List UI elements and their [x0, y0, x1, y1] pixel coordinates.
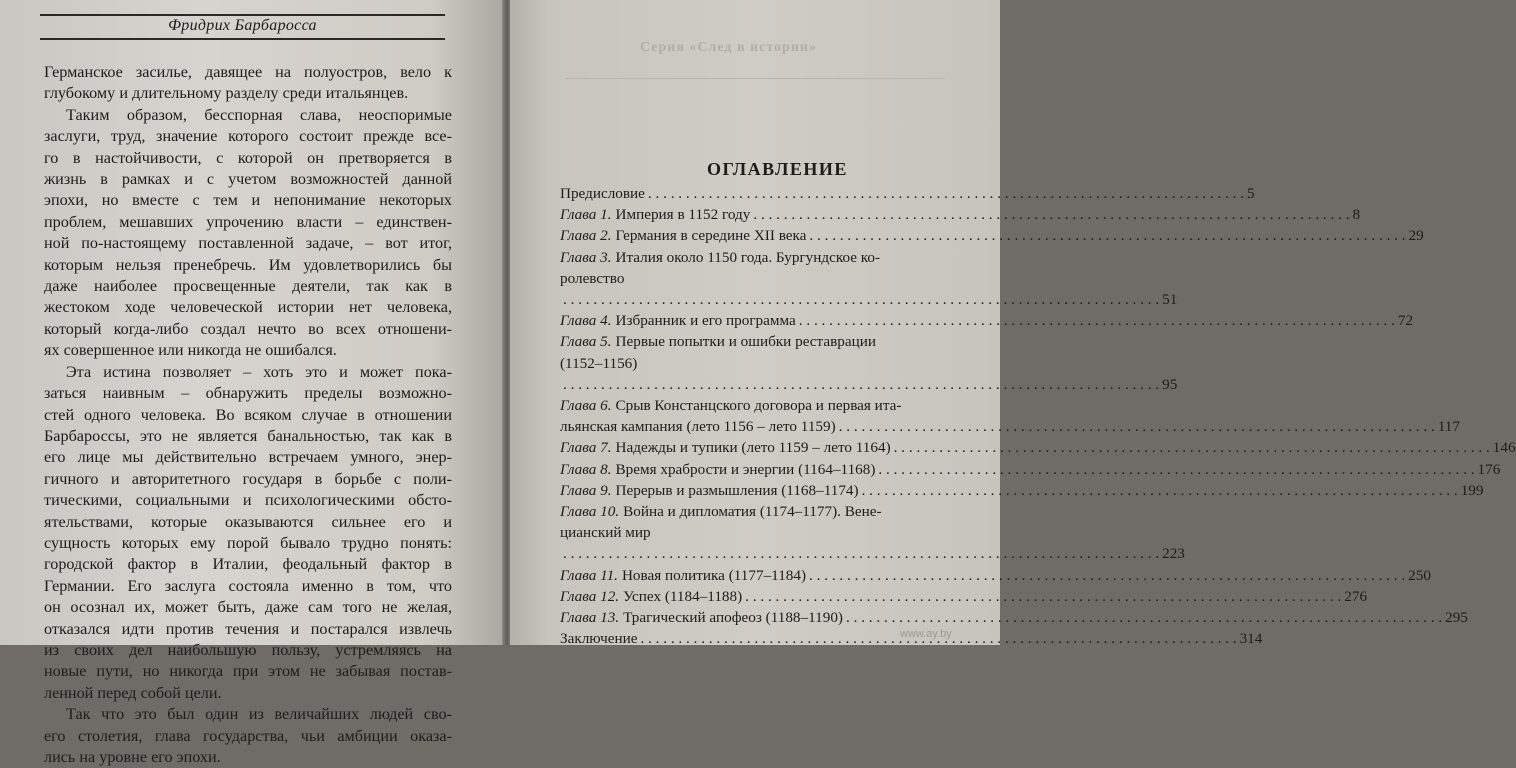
dot-leader: [648, 183, 1244, 204]
toc-entry-text: Успех (1184–1188): [623, 587, 743, 605]
toc-entry-line: [560, 501, 984, 522]
toc-entry-text: Германия в середине XII века: [615, 227, 807, 245]
toc-entry: [560, 395, 1460, 437]
toc-entry-title: [560, 586, 742, 607]
chapter-label: Глава 10.: [560, 503, 620, 521]
text-line: Германии. Его заслуга состояла именно в том, что: [44, 576, 452, 595]
toc-entry-row: [560, 607, 1468, 628]
page-number: 146: [1492, 439, 1516, 457]
toc-entry-text: ролевство: [560, 269, 625, 287]
toc-entry: [560, 565, 1431, 586]
table-of-contents: [560, 183, 1516, 649]
dot-leader: [563, 374, 1159, 395]
text-line: городской фактор в Италии, феодальный фактор в: [44, 555, 452, 574]
text-line: проблем, мешавших упрочению власти – единствен-: [44, 212, 452, 231]
toc-entry-title: [560, 225, 806, 246]
toc-entry-title: [560, 480, 859, 501]
text-line: заться наивным – обнаружить пределы возможно-: [44, 384, 452, 403]
toc-entry: [560, 607, 1468, 628]
text-line: Так что это был один из величайших людей сво-: [66, 705, 452, 724]
dot-leader: [846, 607, 1442, 628]
toc-entry-text: Перерыв и размышления (1168–1174): [615, 481, 859, 499]
text-line: го в настойчивости, с которой он претворяется в: [44, 148, 452, 167]
toc-entry-title: [560, 310, 796, 331]
chapter-label: Глава 11.: [560, 566, 618, 584]
text-line: Эта истина позволяет – хоть это и может пока-: [66, 362, 452, 381]
text-line: ной по-настоящему поставленной задаче, – вот итог,: [44, 234, 452, 253]
text-line: жестоком ходе человеческой истории нет человека,: [44, 298, 452, 317]
toc-entry-text: цианский мир: [560, 524, 651, 542]
toc-entry-text: Надежды и тупики (лето 1159 – лето 1164): [615, 439, 891, 457]
page-number: 29: [1408, 227, 1424, 245]
toc-entry-row: [560, 204, 1361, 225]
text-line: тическими, социальными и психологическими обсто-: [44, 491, 452, 510]
text-line: заслуги, труд, значение которого состоит прежде все-: [44, 127, 452, 146]
toc-entry-line: [560, 395, 984, 416]
toc-entry: [560, 183, 1255, 204]
toc-entry-line: [560, 331, 984, 352]
chapter-label: Глава 4.: [560, 312, 612, 330]
text-line: которым нельзя пренебречь. Им удовлетворились бы: [44, 255, 452, 274]
page-number: 223: [1162, 545, 1185, 563]
dot-leader: [839, 416, 1435, 437]
toc-entry-text: (1152–1156): [560, 354, 638, 372]
page-number: 5: [1247, 185, 1255, 202]
toc-entry: [560, 331, 1178, 395]
toc-entry: [560, 225, 1424, 246]
toc-entry-title: [560, 607, 843, 628]
page-number: 117: [1437, 418, 1460, 436]
toc-entry-text: Война и дипломатия (1174–1177). Вене-: [623, 503, 882, 521]
page-number: 314: [1239, 630, 1263, 648]
text-line: он осознал их, может быть, даже сам того не желая,: [44, 598, 452, 617]
text-line: даже наиболее просвещенные деятели, так как в: [44, 277, 452, 296]
toc-entry-row: [560, 183, 1255, 204]
bleed-through-header: Серия «След в истории»: [640, 40, 817, 55]
chapter-label: Глава 2.: [560, 227, 612, 245]
dot-leader: [745, 586, 1341, 607]
dot-leader: [563, 289, 1159, 310]
toc-entry-row: [560, 480, 1484, 501]
toc-entry-line: [560, 247, 984, 268]
toc-entry-text: Первые попытки и ошибки реставрации: [615, 333, 877, 351]
toc-entry-title: [560, 416, 836, 437]
dot-leader: [809, 565, 1405, 586]
text-line: ях совершенное или никогда не ошибался.: [44, 341, 337, 360]
text-line: ятельствами, которые оказываются сильнее его и: [44, 512, 452, 531]
toc-entry-text: Срыв Констанцского договора и первая ита-: [615, 397, 902, 415]
toc-entry: [560, 204, 1361, 225]
text-line: из своих дел наибольшую пользу, устремляясь на: [44, 640, 452, 659]
toc-entry-title: [560, 204, 750, 225]
chapter-label: Глава 6.: [560, 397, 612, 415]
text-line: его лице мы действительно встречаем умного, энер-: [44, 448, 452, 467]
toc-entry: [560, 437, 1516, 458]
toc-entry-text: льянская кампания (лето 1156 – лето 1159): [560, 418, 836, 436]
text-line: Таким образом, бесспорная слава, неоспоримые: [66, 105, 452, 124]
toc-entry-text: Предисловие: [560, 185, 645, 202]
text-line: стей одного человека. Во всяком случае в отношении: [44, 405, 452, 424]
toc-entry-title: [560, 565, 806, 586]
text-line: сущность которых ему порой бывало трудно понять:: [44, 533, 452, 552]
text-line: глубокому и длительному разделу среди итальянцев.: [44, 84, 409, 103]
dot-leader: [894, 437, 1490, 458]
toc-entry-title: [560, 459, 875, 480]
bleed-through-rule: [565, 78, 945, 79]
page-number: 295: [1445, 609, 1468, 627]
chapter-label: Глава 1.: [560, 206, 612, 224]
dot-leader: [563, 543, 1159, 564]
text-line: Германское засилье, давящее на полуостров, вело к: [44, 63, 452, 81]
chapter-label: Глава 5.: [560, 333, 612, 351]
left-page: [0, 0, 506, 766]
chapter-label: Глава 3.: [560, 248, 612, 266]
toc-entry-text: Империя в 1152 году: [615, 206, 751, 224]
text-line: лись на уровне его эпохи.: [44, 748, 221, 766]
toc-entry-row: [560, 289, 1178, 310]
toc-entry-row: [560, 586, 1368, 607]
toc-entry-text: Избранник и его программа: [615, 312, 796, 330]
toc-entry: [560, 247, 1178, 311]
toc-entry-text: Трагический апофеоз (1188–1190): [623, 609, 843, 627]
toc-entry-line: [560, 353, 984, 374]
toc-entry: [560, 501, 1185, 565]
toc-entry-text: Новая политика (1177–1184): [621, 566, 807, 584]
body-text: [44, 62, 452, 768]
toc-entry-text: Италия около 1150 года. Бургундское ко-: [615, 248, 881, 266]
dot-leader: [809, 225, 1405, 246]
toc-entry-title: [560, 437, 891, 458]
toc-entry-title: [560, 183, 645, 204]
toc-title: ОГЛАВЛЕНИЕ: [707, 159, 848, 179]
toc-entry: [560, 310, 1414, 331]
toc-entry-title: [560, 628, 637, 649]
text-line: отказался идти против течения и постарался извлечь: [44, 619, 452, 638]
page-number: 95: [1162, 375, 1178, 393]
text-line: гичного и авторитетного государя в борьбе с поли-: [44, 469, 452, 488]
page-number: 51: [1162, 291, 1178, 309]
toc-entry-row: [560, 374, 1178, 395]
toc-entry: [560, 480, 1484, 501]
running-header: Фридрих Барбаросса: [40, 14, 445, 40]
toc-entry-line: [560, 522, 984, 543]
text-line: жизнь в рамках и с учетом возможностей данной: [44, 170, 452, 189]
toc-entry-row: [560, 416, 1460, 437]
toc-entry-text: Время храбрости и энергии (1164–1168): [615, 460, 876, 478]
toc-entry-row: [560, 310, 1414, 331]
toc-entry-row: [560, 565, 1431, 586]
toc-entry-row: [560, 437, 1516, 458]
toc-entry-row: [560, 543, 1185, 564]
page-number: 250: [1408, 566, 1431, 584]
dot-leader: [753, 204, 1349, 225]
page-number: 72: [1397, 312, 1414, 330]
text-line: эпохи, но вместе с тем и непонимание некоторых: [44, 191, 452, 210]
toc-entry-row: [560, 459, 1501, 480]
toc-entry-text: Заключение: [560, 630, 638, 648]
toc-entry: [560, 459, 1501, 480]
text-line: новые пути, но никогда при этом не забывая постав-: [44, 662, 452, 681]
toc-entry: [560, 586, 1368, 607]
chapter-label: Глава 8.: [560, 460, 612, 478]
chapter-label: Глава 13.: [560, 609, 620, 627]
page-number: 8: [1352, 206, 1361, 224]
page-number: 199: [1460, 481, 1484, 499]
watermark: www.ay.by: [900, 628, 952, 640]
text-line: ленной перед собой цели.: [44, 683, 222, 702]
dot-leader: [799, 310, 1395, 331]
toc-entry-line: [560, 268, 984, 289]
dot-leader: [862, 480, 1458, 501]
toc-entry-row: [560, 225, 1424, 246]
page-number: 276: [1344, 587, 1368, 605]
chapter-label: Глава 7.: [560, 439, 612, 457]
text-line: Барбароссы, это не является банальностью, так как в: [44, 426, 452, 445]
chapter-label: Глава 12.: [560, 587, 620, 605]
chapter-label: Глава 9.: [560, 481, 612, 499]
text-line: его столетия, глава государства, чьи амбиции оказа-: [44, 726, 452, 745]
text-line: который когда-либо создал нечто во всех отношени-: [44, 319, 452, 338]
dot-leader: [878, 459, 1474, 480]
page-number: 176: [1477, 460, 1501, 478]
